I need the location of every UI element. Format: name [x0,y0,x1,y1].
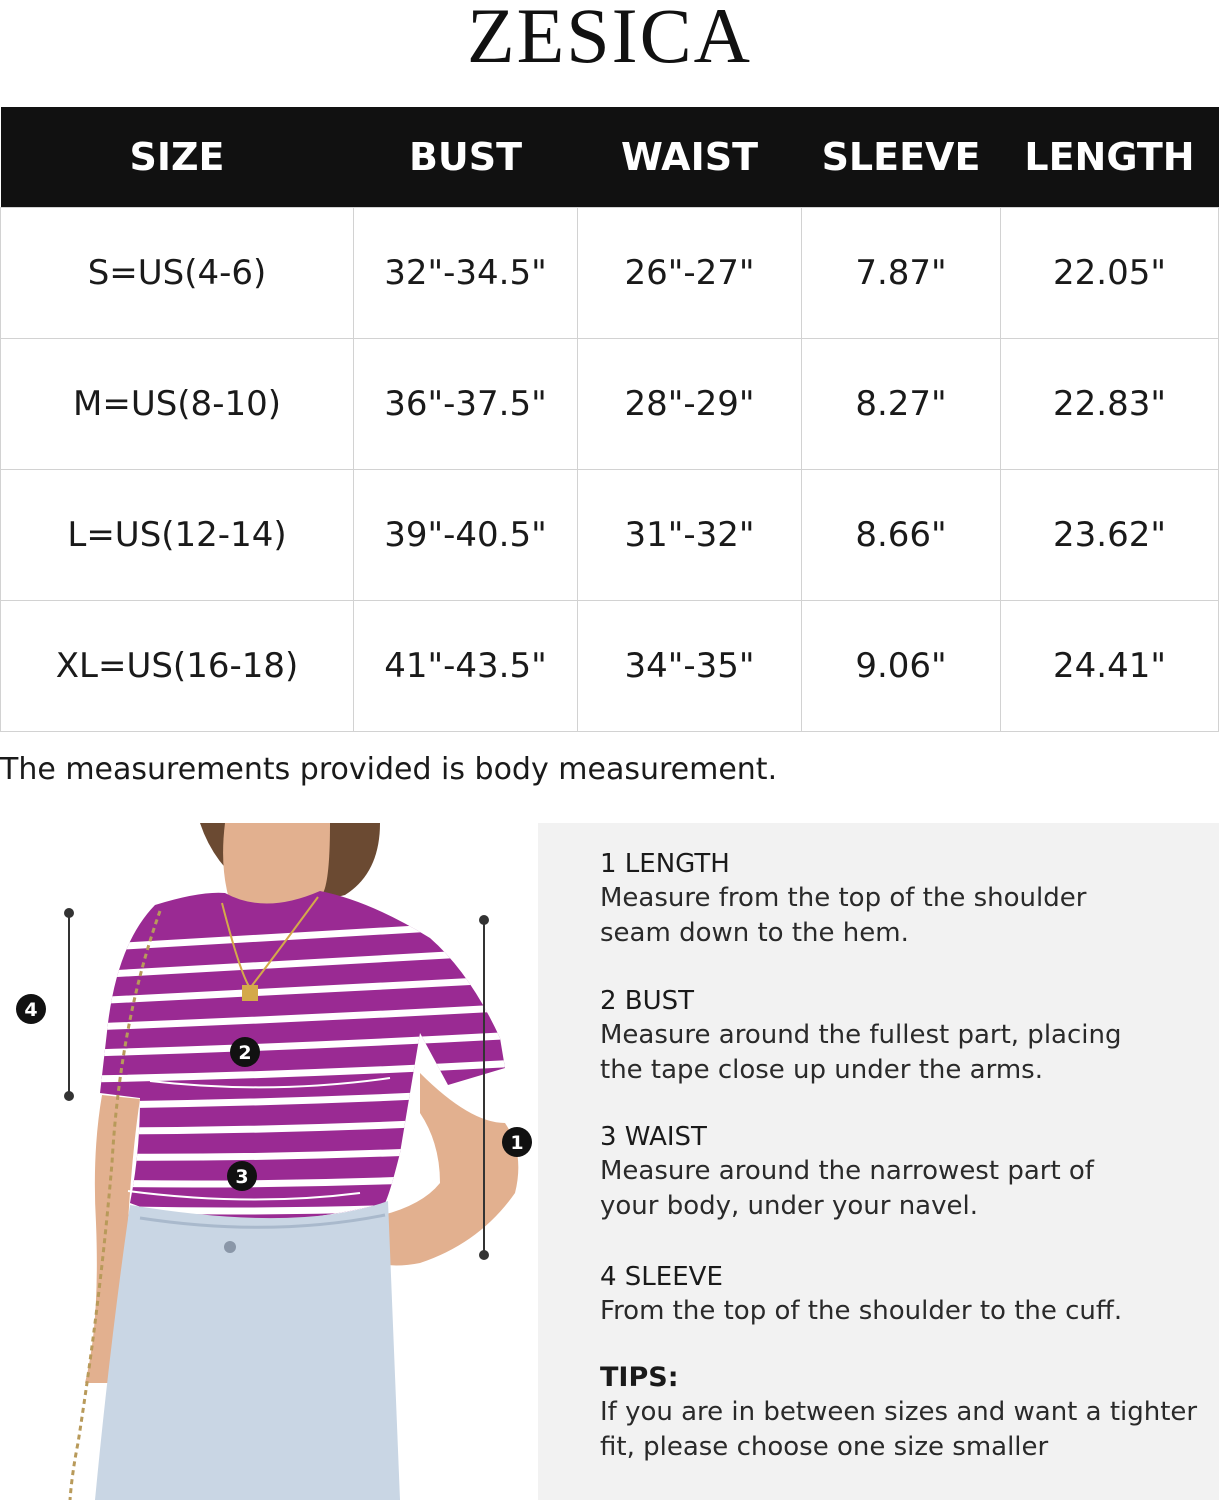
guide-item-line: your body, under your navel. [600,1191,978,1221]
marker-length-label: 1 [510,1132,524,1154]
marker-waist [227,1161,257,1191]
tips-line: If you are in between sizes and want a tighter [600,1397,1198,1427]
bust-cell: 41"-43.5" [354,601,578,732]
length-cell: 22.05" [1001,208,1219,339]
marker-bust-label: 2 [238,1042,252,1064]
guide-item-title: 2 BUST [600,986,695,1016]
sleeve-cell: 8.66" [802,470,1001,601]
necklace-pendant [242,985,258,1001]
guide-item-length [600,847,1210,951]
guide-item-waist [600,1120,1210,1224]
table-row [1,470,1219,601]
guide-item-line: Measure around the narrowest part of [600,1156,1094,1186]
guide-item-title: 4 SLEEVE [600,1262,723,1292]
size-cell: XL=US(16-18) [1,601,354,732]
length-cell: 22.83" [1001,339,1219,470]
header-bust: BUST [354,107,578,208]
model-photo [0,823,540,1500]
header-length: LENGTH [1001,107,1219,208]
jeans-button [224,1241,236,1253]
sleeve-cell: 9.06" [802,601,1001,732]
table-row [1,208,1219,339]
marker-sleeve-label: 4 [24,999,38,1021]
marker-bust [230,1037,260,1067]
sleeve-cell: 7.87" [802,208,1001,339]
size-chart-table [0,107,1219,732]
header-waist: WAIST [578,107,802,208]
waist-cell: 31"-32" [578,470,802,601]
brand-logo: ZESICA [467,0,752,79]
waist-cell: 26"-27" [578,208,802,339]
guide-item-line: seam down to the hem. [600,918,909,948]
jeans [95,1201,400,1500]
length-cell: 24.41" [1001,601,1219,732]
guide-item-line: From the top of the shoulder to the cuff. [600,1296,1123,1326]
guide-item-line: the tape close up under the arms. [600,1055,1043,1085]
model-illustration [0,823,540,1500]
marker-sleeve [16,994,46,1024]
waist-cell: 28"-29" [578,339,802,470]
table-row [1,339,1219,470]
sleeve-cell: 8.27" [802,339,1001,470]
tips-title: TIPS: [600,1362,679,1393]
guide-item-sleeve [600,1260,1210,1329]
guide-item-bust [600,984,1210,1088]
size-chart-header-row [1,107,1219,208]
waist-cell: 34"-35" [578,601,802,732]
length-cell: 23.62" [1001,470,1219,601]
guide-item-title: 1 LENGTH [600,849,730,879]
size-cell: L=US(12-14) [1,470,354,601]
measurement-note: The measurements provided is body measurement. [0,752,778,787]
marker-waist-label: 3 [235,1166,249,1188]
table-row [1,601,1219,732]
bust-cell: 36"-37.5" [354,339,578,470]
size-cell: S=US(4-6) [1,208,354,339]
guide-item-line: Measure around the fullest part, placing [600,1020,1122,1050]
header-size: SIZE [1,107,354,208]
guide-tips [600,1361,1210,1465]
bust-cell: 39"-40.5" [354,470,578,601]
size-cell: M=US(8-10) [1,339,354,470]
bust-cell: 32"-34.5" [354,208,578,339]
measurement-guide [538,823,1219,1500]
guide-item-title: 3 WAIST [600,1122,707,1152]
tips-line: fit, please choose one size smaller [600,1432,1049,1462]
guide-item-line: Measure from the top of the shoulder [600,883,1087,913]
header-sleeve: SLEEVE [802,107,1001,208]
marker-length [502,1127,532,1157]
